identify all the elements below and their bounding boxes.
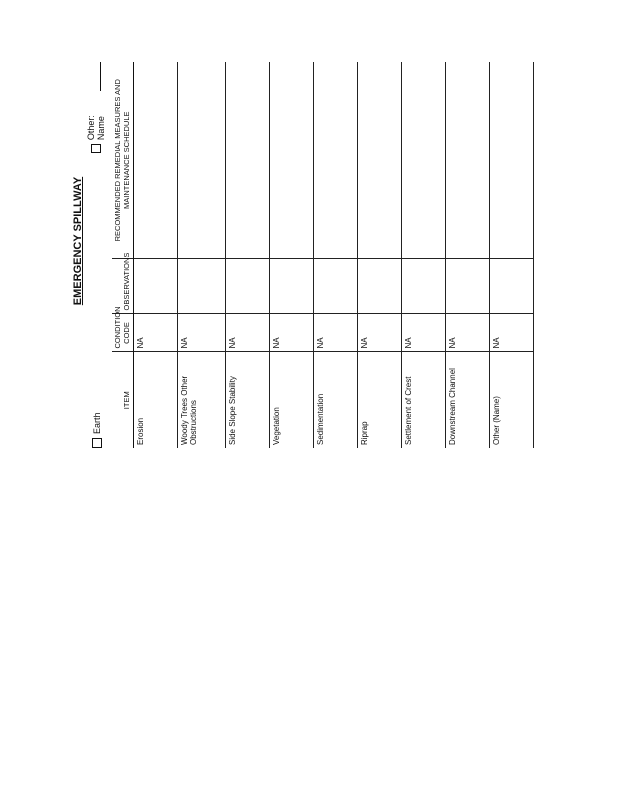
recommendation-cell[interactable]: [490, 62, 534, 259]
table-row: [134, 62, 178, 448]
observations-cell[interactable]: [446, 259, 490, 314]
earth-checkbox[interactable]: [92, 438, 102, 448]
condition-cell[interactable]: NA: [134, 314, 178, 352]
table-row: [226, 62, 270, 448]
table-row: [490, 62, 534, 448]
item-cell: Side Slope Stability: [226, 352, 270, 448]
item-cell: Riprap: [358, 352, 402, 448]
recommendation-cell[interactable]: [270, 62, 314, 259]
observations-cell[interactable]: [402, 259, 446, 314]
table-row: [314, 62, 358, 448]
header-recommendations: RECOMMENDED REMEDIAL MEASURES AND MAINTENANCE SCHEDULE: [112, 62, 134, 259]
observations-cell[interactable]: [490, 259, 534, 314]
item-cell: Downstream Channel: [446, 352, 490, 448]
recommendation-cell[interactable]: [358, 62, 402, 259]
earth-label: Earth: [92, 412, 102, 434]
item-cell: Erosion: [134, 352, 178, 448]
condition-cell[interactable]: NA: [178, 314, 226, 352]
condition-cell[interactable]: NA: [358, 314, 402, 352]
form-title: EMERGENCY SPILLWAY: [72, 176, 84, 306]
item-cell: Sedimentation: [314, 352, 358, 448]
table-row: [446, 62, 490, 448]
item-cell: Woody Trees Other Obstructions: [178, 352, 226, 448]
header-condition-code: CONDITION CODE: [112, 314, 134, 352]
item-cell: Vegetation: [270, 352, 314, 448]
table-row: [402, 62, 446, 448]
recommendation-cell[interactable]: [402, 62, 446, 259]
emergency-spillway-form: [72, 62, 520, 448]
condition-cell[interactable]: NA: [446, 314, 490, 352]
other-label: Other: Name: [86, 115, 106, 141]
observations-cell[interactable]: [178, 259, 226, 314]
observations-cell[interactable]: [270, 259, 314, 314]
recommendation-cell[interactable]: [446, 62, 490, 259]
condition-cell[interactable]: NA: [490, 314, 534, 352]
item-cell: Other (Name): [490, 352, 534, 448]
earth-option[interactable]: [92, 412, 102, 448]
table-row: [358, 62, 402, 448]
observations-cell[interactable]: [314, 259, 358, 314]
condition-cell[interactable]: NA: [402, 314, 446, 352]
other-name-field[interactable]: [91, 62, 101, 91]
table-header-row: [112, 62, 134, 448]
condition-cell[interactable]: NA: [270, 314, 314, 352]
item-cell: Settlement of Crest: [402, 352, 446, 448]
recommendation-cell[interactable]: [134, 62, 178, 259]
header-observations: OBSERVATIONS: [112, 259, 134, 314]
observations-cell[interactable]: [226, 259, 270, 314]
recommendation-cell[interactable]: [178, 62, 226, 259]
inspection-table: [112, 62, 534, 448]
observations-cell[interactable]: [134, 259, 178, 314]
observations-cell[interactable]: [358, 259, 402, 314]
condition-cell[interactable]: NA: [226, 314, 270, 352]
table-row: [178, 62, 226, 448]
other-checkbox[interactable]: [91, 144, 101, 153]
other-option[interactable]: [86, 62, 106, 153]
recommendation-cell[interactable]: [226, 62, 270, 259]
recommendation-cell[interactable]: [314, 62, 358, 259]
header-item: ITEM: [112, 352, 134, 448]
condition-cell[interactable]: NA: [314, 314, 358, 352]
table-row: [270, 62, 314, 448]
